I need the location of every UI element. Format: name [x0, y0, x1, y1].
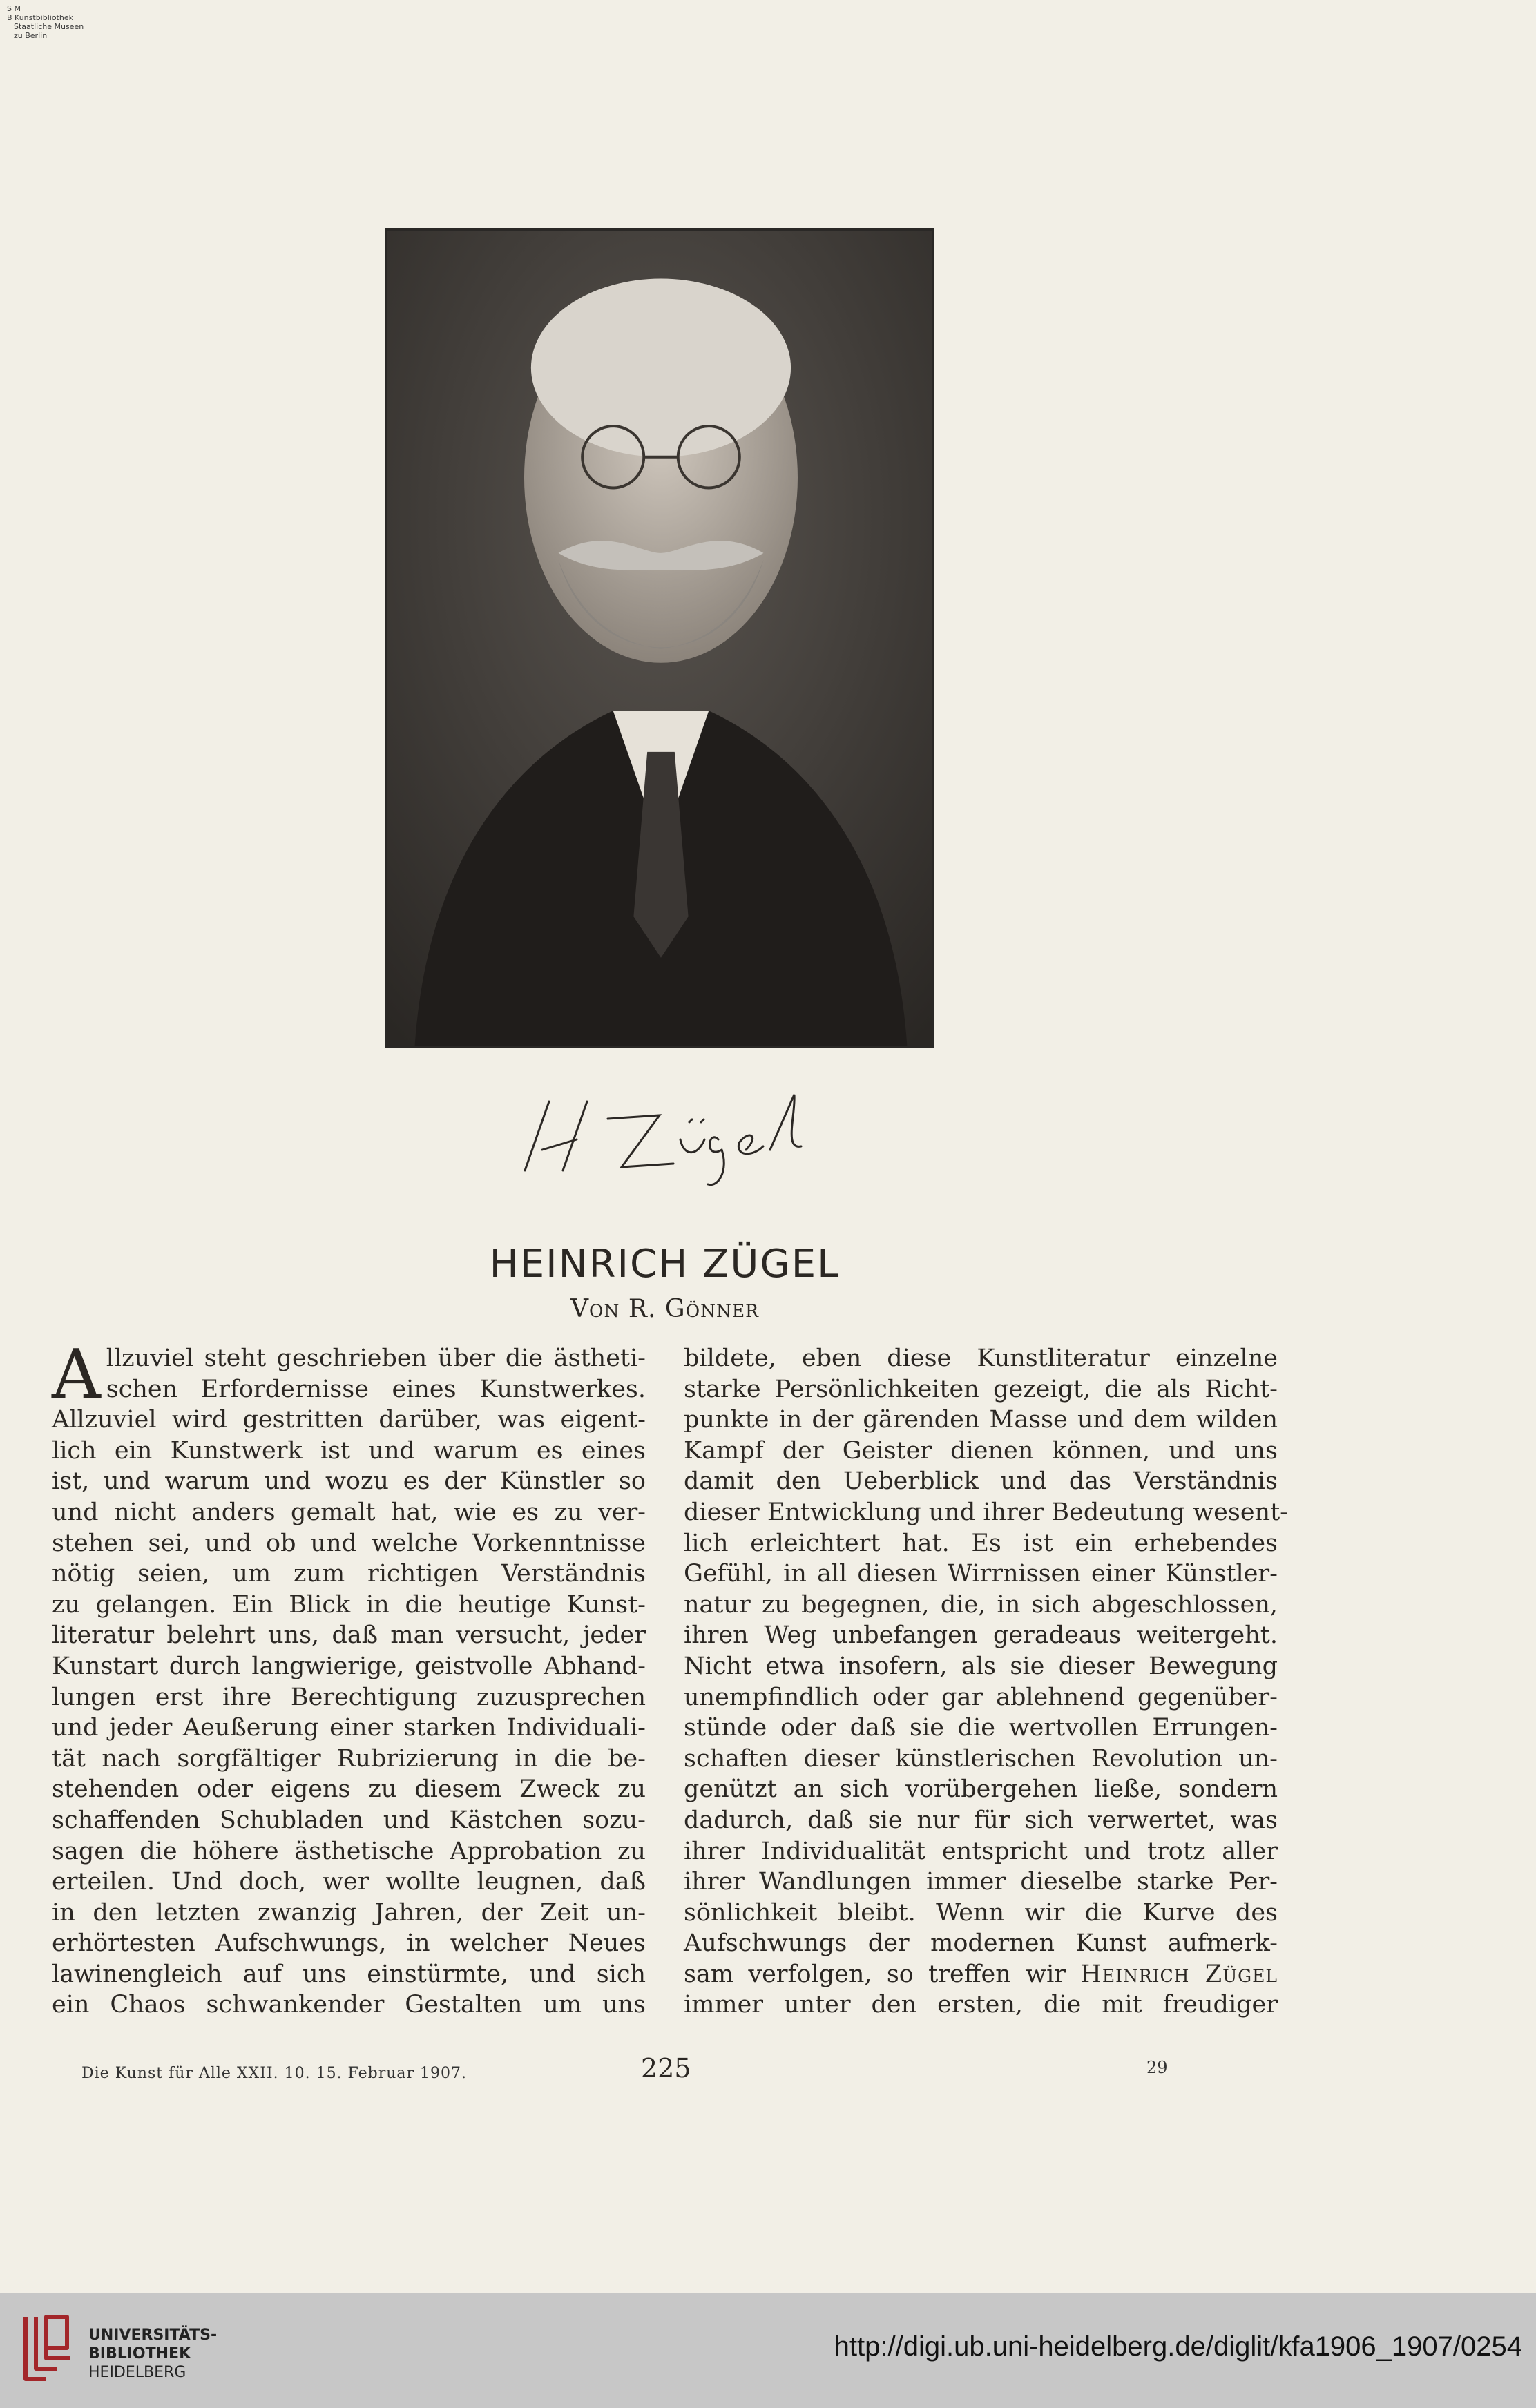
text-line: unempfindlich oder gar ablehnend gegenüber- — [684, 1683, 1278, 1711]
text-line: lich ein Kunstwerk ist und warum es eines — [52, 1436, 646, 1465]
text-line: nötig seien, um zum richtigen Verständnis — [52, 1560, 646, 1588]
stamp-line: S M — [7, 4, 21, 13]
journal-footer: Die Kunst für Alle XXII. 10. 15. Februar 1907. — [81, 2065, 468, 2082]
text-line: sagen die höhere ästhetische Approbation zu — [52, 1837, 646, 1865]
text-line: lich erleichtert hat. Es ist ein erhebendes — [684, 1529, 1278, 1557]
text-line: ihrer Wandlungen immer dieselbe starke Per- — [684, 1868, 1278, 1896]
library-name-line: HEIDELBERG — [88, 2364, 186, 2381]
text-line: natur zu begegnen, die, in sich abgeschlossen, — [684, 1590, 1278, 1619]
text-line: ist, und warum und wozu es der Künstler so — [52, 1467, 646, 1496]
page-number: 225 — [641, 2053, 691, 2083]
library-name-line: BIBLIOTHEK — [88, 2345, 191, 2362]
text-line: Kampf der Geister dienen können, und uns — [684, 1436, 1278, 1465]
text-line: und jeder Aeußerung einer starken Individuali- — [52, 1714, 646, 1742]
stamp-line: zu Berlin — [14, 31, 48, 40]
text-line: stünde oder daß sie die wertvollen Errungen- — [684, 1714, 1278, 1742]
text-line: schaffenden Schubladen und Kästchen sozu- — [52, 1806, 646, 1834]
text-line: damit den Ueberblick und das Verständnis — [684, 1467, 1278, 1496]
text-line: Gefühl, in all diesen Wirrnissen einer Künstler- — [684, 1560, 1278, 1588]
text-line: sönlichkeit bleibt. Wenn wir die Kurve des — [684, 1898, 1278, 1927]
text-line: erteilen. Und doch, wer wollte leugnen, daß — [52, 1868, 646, 1896]
text-line: sam verfolgen, so treffen wir Heinrich Zügel — [684, 1960, 1278, 1988]
artist-name: Heinrich Zügel — [1080, 1960, 1278, 1988]
text-column-right — [684, 1343, 1288, 2021]
library-name-line: UNIVERSITÄTS- — [88, 2327, 218, 2344]
signature-mark: 29 — [1146, 2058, 1168, 2077]
text-line: ihren Weg unbefangen geradeaus weitergeht. — [684, 1621, 1278, 1650]
text-line: Aufschwungs der modernen Kunst aufmerk- — [684, 1929, 1278, 1958]
portrait-photo — [385, 228, 934, 1048]
text-line: erhörtesten Aufschwungs, in welcher Neues — [52, 1929, 646, 1958]
text-line: in den letzten zwanzig Jahren, der Zeit un- — [52, 1898, 646, 1927]
text-line: schen Erfordernisse eines Kunstwerkes. — [106, 1375, 646, 1403]
permalink-url[interactable]: http://digi.ub.uni-heidelberg.de/diglit/kfa1906_1907/0254 — [834, 2331, 1522, 2362]
article-byline: Von R. Gönner — [570, 1295, 759, 1323]
text-line: Kunstart durch langwierige, geistvolle Abhand- — [52, 1652, 646, 1680]
text-line: lungen erst ihre Berechtigung zuzusprechen — [52, 1683, 646, 1711]
text-column-left — [52, 1336, 646, 2021]
text-line: dieser Entwicklung und ihrer Bedeutung wesent- — [684, 1498, 1288, 1526]
handwritten-signature-icon — [511, 1074, 829, 1191]
text-line: tät nach sorgfältiger Rubrizierung in die be- — [52, 1744, 646, 1773]
portrait-icon — [387, 231, 932, 1046]
stamp-line: Staatliche Museen — [14, 22, 84, 31]
text-line: lawinengleich auf uns einstürmte, und sich — [52, 1960, 646, 1988]
text-line: bildete, eben diese Kunstliteratur einzelne — [684, 1345, 1278, 1372]
drop-cap: A — [52, 1336, 101, 1414]
text-line: genützt an sich vorübergehen ließe, sondern — [684, 1775, 1278, 1804]
text-line: stehenden oder eigens zu diesem Zweck zu — [52, 1775, 646, 1804]
text-line: zu gelangen. Ein Blick in die heutige Kunst- — [52, 1590, 646, 1619]
left-column-lines — [52, 1336, 646, 2021]
library-stamp — [7, 4, 84, 40]
article-title: HEINRICH ZÜGEL — [489, 1242, 841, 1287]
text-line: und nicht anders gemalt hat, wie es zu ver- — [52, 1498, 646, 1526]
text-line: dadurch, daß sie nur für sich verwertet, was — [684, 1806, 1278, 1834]
text-line: immer unter den ersten, die mit freudiger — [684, 1991, 1278, 2019]
library-name — [88, 2326, 217, 2382]
text-line: llzuviel steht geschrieben über die ästheti- — [106, 1345, 646, 1372]
text-line: Nicht etwa insofern, als sie dieser Bewegung — [684, 1652, 1278, 1680]
signature — [511, 1074, 829, 1191]
ub-heidelberg-logo-icon — [15, 2310, 77, 2386]
text-line: literatur belehrt uns, daß man versucht, jeder — [52, 1621, 646, 1650]
text-line: ihrer Individualität entspricht und trotz aller — [684, 1837, 1278, 1865]
stamp-line: B Kunstbibliothek — [7, 13, 73, 22]
right-column-lines — [684, 1343, 1288, 2021]
text-line: Allzuviel wird gestritten darüber, was eigent- — [52, 1406, 646, 1434]
text-line: stehen sei, und ob und welche Vorkenntnisse — [52, 1529, 646, 1557]
text-line: starke Persönlichkeiten gezeigt, die als Richt- — [684, 1375, 1278, 1403]
text-line: schaften dieser künstlerischen Revolution un- — [684, 1744, 1278, 1773]
text-line: ein Chaos schwankender Gestalten um uns — [52, 1991, 646, 2019]
text-line: punkte in der gärenden Masse und dem wilden — [684, 1406, 1278, 1434]
